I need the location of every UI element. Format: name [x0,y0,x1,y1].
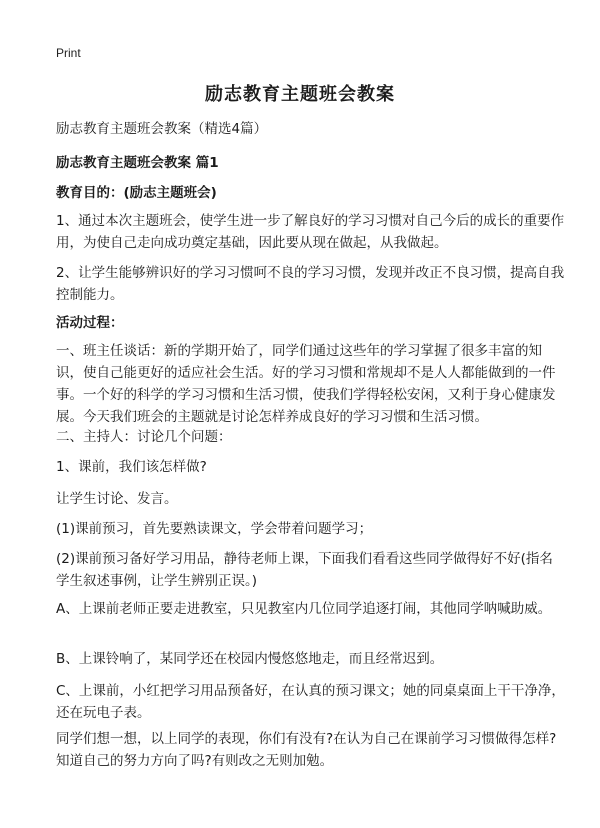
document-title: 励志教育主题班会教案 [205,84,395,105]
case-b-paragraph [56,648,566,670]
case-c-text: C、上课前，小红把学习用品预备好，在认真的预习课文；她的同桌桌面上干干净净，还在玩电子表。 [56,683,565,721]
document-subtitle [56,118,566,140]
item-1-paragraph [56,518,566,540]
step-2-paragraph [56,426,566,448]
process-heading-text: 活动过程： [56,315,124,331]
goal-heading-text: 教育目的：(励志主题班会) [56,185,217,201]
reflect-paragraph [56,728,566,772]
section-title-text: 励志教育主题班会教案 篇1 [56,155,219,171]
goal-paragraph-2 [56,262,566,306]
step-1-paragraph [56,340,566,428]
goal-2-text: 2、让学生能够辨识好的学习习惯呵不良的学习习惯，发现并改正不良习惯，提高自我控制能力。 [56,265,565,303]
item-1-text: (1)课前预习，首先要熟读课文，学会带着问题学习； [56,521,373,537]
case-b-text: B、上课铃响了，某同学还在校园内慢悠悠地走，而且经常迟到。 [56,651,444,667]
step-1-text: 一、班主任谈话：新的学期开始了，同学们通过这些年的学习掌握了很多丰富的知识，使自己能更好的适应社会生活。好的学习习惯和常规却不是人人都能做到的一件事。一个好的科学的学习习惯和生活习惯，使我们学得轻松安闲，又利于身心健康发展。今天我们班会的主题就是讨论怎样养成良好的学习习惯和生活习惯。 [56,343,556,425]
subtitle-text: 励志教育主题班会教案（精选4篇） [56,121,268,137]
goal-heading [56,182,566,204]
question-1-text: 1、课前，我们该怎样做? [56,459,207,475]
discuss-text: 让学生讨论、发言。 [56,491,178,507]
section-title [56,152,566,174]
reflect-text: 同学们想一想，以上同学的表现，你们有没有?在认为自己在课前学习习惯做得怎样?知道自己的努力方向了吗?有则改之无则加勉。 [56,731,557,769]
item-2-text: (2)课前预习备好学习用品，静待老师上课，下面我们看看这些同学做得好不好(指名学生叙述事例，让学生辨别正误。) [56,551,553,589]
discuss-paragraph [56,488,566,510]
item-2-paragraph [56,548,566,592]
step-2-text: 二、主持人：讨论几个问题： [56,429,232,445]
process-heading [56,312,566,334]
question-1-paragraph [56,456,566,478]
case-a-paragraph [56,598,566,620]
case-c-paragraph [56,680,566,724]
case-a-text: A、上课前老师正要走进教室，只见教室内几位同学追逐打闹，其他同学呐喊助威。 [56,601,552,617]
print-label: Print [56,46,81,60]
goal-1-text: 1、通过本次主题班会，使学生进一步了解良好的学习习惯对自己今后的成长的重要作用，为使自己走向成功奠定基础，因此要从现在做起，从我做起。 [56,213,565,251]
goal-paragraph-1 [56,210,566,254]
